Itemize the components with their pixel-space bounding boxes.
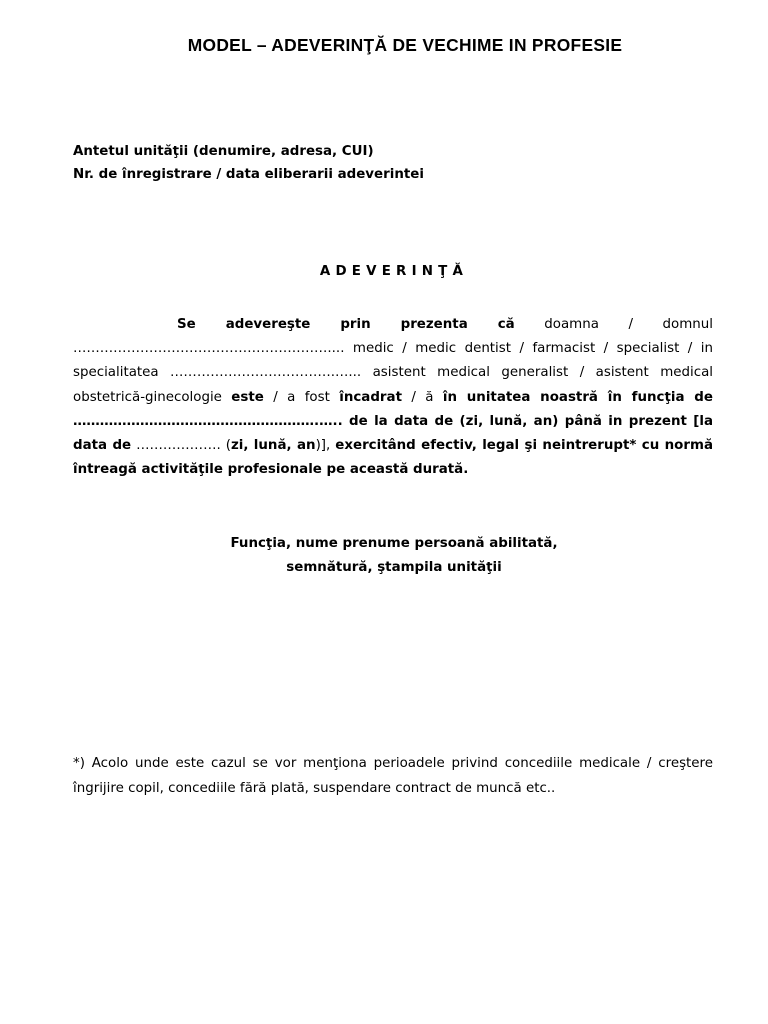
certificate-body — [73, 313, 713, 482]
footnote: *) Acolo unde este cazul se vor menţiona perioadele privind concediile medicale / creştere îngrijire copil, concediile fără plată, suspendare contract de muncă etc.. — [73, 756, 713, 796]
document-title: MODEL – ADEVERINŢĂ DE VECHIME IN PROFESIE — [187, 35, 623, 55]
body-bold-2: este — [231, 389, 264, 405]
body-bold-1: Se adevereşte prin prezenta că — [177, 317, 515, 332]
body-bold-5: zi, lună, an — [230, 438, 316, 454]
body-bold-4: în unitatea noastră în funcţia de ……………………………………………….….. de la data de (zi, lună, an) până in prezent [la data de — [73, 389, 713, 454]
body-text-4: ………………. ( — [131, 438, 231, 454]
letterhead-line-registration: Nr. de înregistrare / data eliberarii adeverintei — [73, 167, 424, 182]
body-text-1: doamna / domnul ………………………………………………….... medic / medic dentist / farmacist / specialist / in specialitatea ……………………………….…... asistent medical generalist / asistent medical obstetrică-ginecologie — [73, 317, 713, 405]
letterhead-line-unit: Antetul unităţii (denumire, adresa, CUI) — [73, 144, 374, 159]
body-text-3: / ă — [401, 389, 443, 405]
body-bold-6: exercitând efectiv, legal şi neintrerupt* cu normă întreagă activităţile profesionale pe această durată. — [73, 438, 713, 478]
body-text-5: )], — [315, 438, 336, 454]
body-bold-3: încadrat — [339, 389, 402, 405]
certificate-heading: ADEVERINŢĂ — [319, 264, 469, 279]
signature-block — [0, 532, 768, 580]
signature-line-stamp: semnătură, ştampila unităţii — [286, 560, 502, 575]
signature-line-function: Funcţia, nume prenume persoană abilitată, — [230, 536, 558, 551]
letterhead-block — [73, 140, 424, 186]
body-text-2: / a fost — [263, 389, 340, 405]
